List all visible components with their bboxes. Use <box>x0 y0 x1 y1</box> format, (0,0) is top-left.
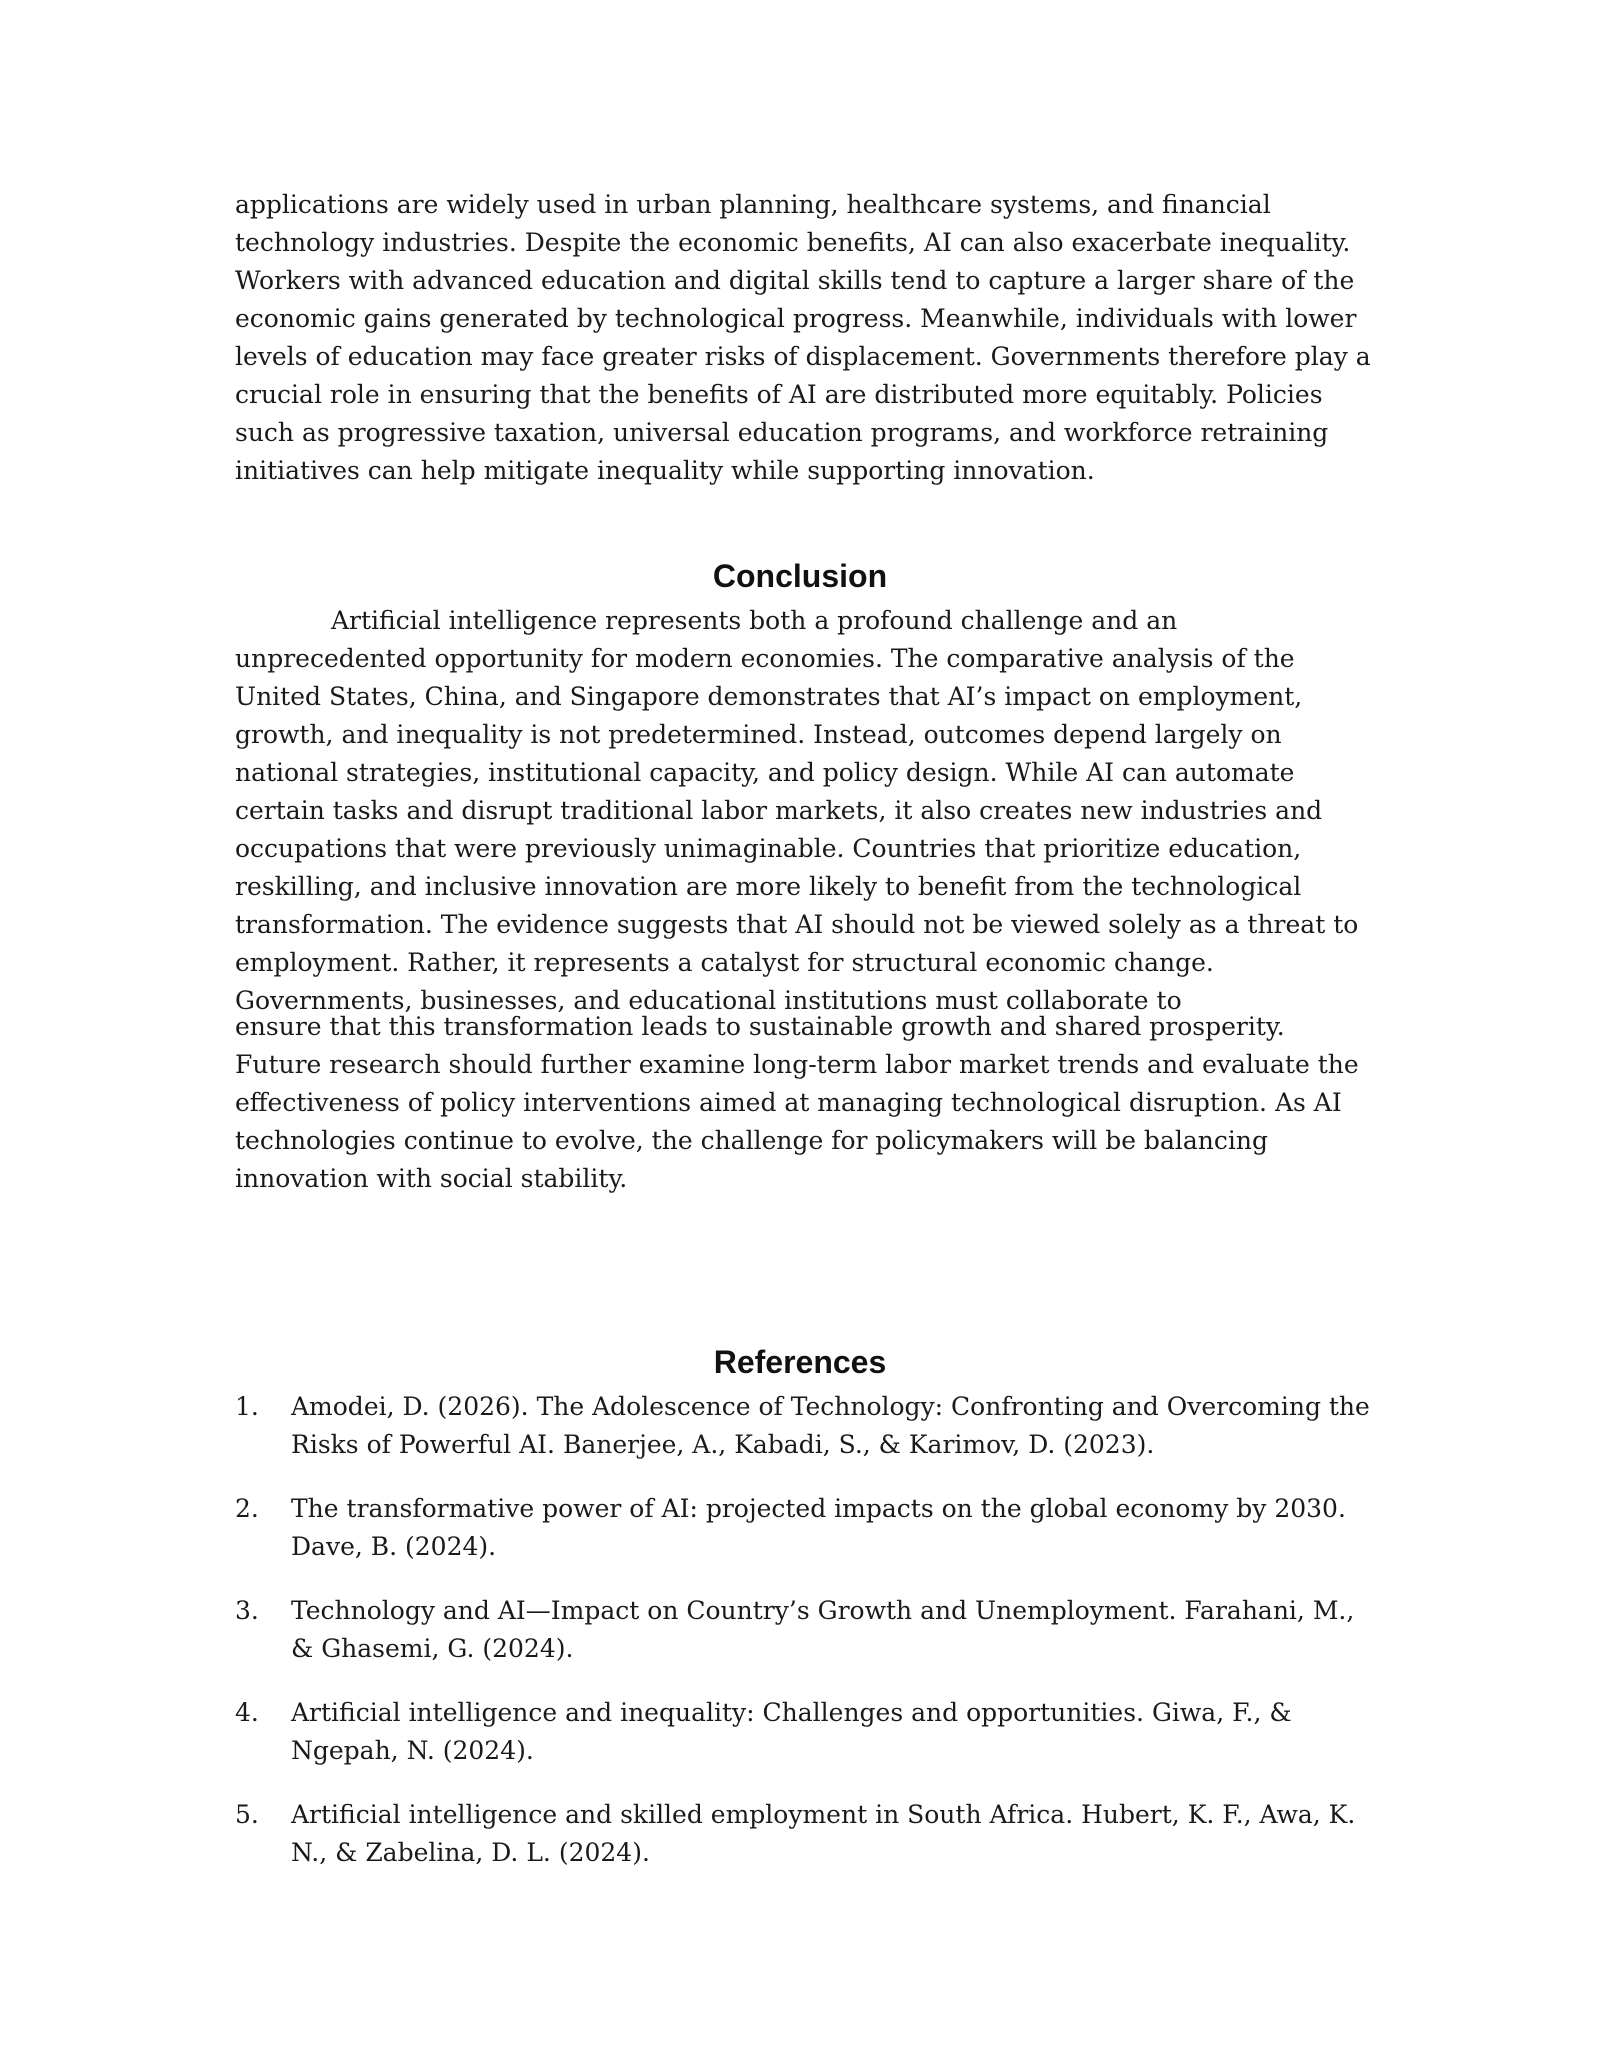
intro-continuation-paragraph: applications are widely used in urban planning, healthcare systems, and financial technology industries. Despite the economic benefits, AI can also exacerbate inequality. Workers with advanced education and digital skills tend to capture a larger share of the economic gains generated by technological progress. Meanwhile, individuals with lower levels of education may face greater risks of displacement. Governments therefore play a crucial role in ensuring that the benefits of AI are distributed more equitably. Policies such as progressive taxation, universal education programs, and workforce retraining initiatives can help mitigate inequality while supporting innovation. <box>235 190 1371 485</box>
reference-item <box>235 1490 1375 1566</box>
reference-item <box>235 1388 1375 1464</box>
reference-text: Technology and AI—Impact on Country’s Growth and Unemployment. Farahani, M., & Ghasemi, G. (2024). <box>291 1596 1355 1663</box>
reference-number: 2. <box>235 1494 259 1523</box>
reference-number: 5. <box>235 1800 259 1829</box>
reference-item <box>235 1592 1375 1668</box>
conclusion-paragraph-continued: ensure that this transformation leads to sustainable growth and shared prosperity. Future research should further examine long-term labor market trends and evaluate the effectiveness of policy interventions aimed at managing technological disruption. As AI technologies continue to evolve, the challenge for policymakers will be balancing innovation with social stability. <box>235 1012 1359 1193</box>
reference-item <box>235 1796 1375 1872</box>
reference-number: 1. <box>235 1392 259 1421</box>
reference-text: Artificial intelligence and skilled employment in South Africa. Hubert, K. F., Awa, K. N., & Zabelina, D. L. (2024). <box>291 1800 1356 1867</box>
references-list <box>235 1388 1375 1898</box>
conclusion-heading: Conclusion <box>712 558 888 594</box>
reference-number: 3. <box>235 1596 259 1625</box>
references-heading: References <box>713 1344 887 1380</box>
reference-item <box>235 1694 1375 1770</box>
reference-text: The transformative power of AI: projected impacts on the global economy by 2030. Dave, B. (2024). <box>291 1494 1346 1561</box>
reference-number: 4. <box>235 1698 259 1727</box>
reference-text: Artificial intelligence and inequality: Challenges and opportunities. Giwa, F., & Ngepah, N. (2024). <box>291 1698 1292 1765</box>
reference-text: Amodei, D. (2026). The Adolescence of Technology: Confronting and Overcoming the Risks of Powerful AI. Banerjee, A., Kabadi, S., & Karimov, D. (2023). <box>291 1392 1370 1459</box>
conclusion-paragraph: Artificial intelligence represents both a profound challenge and an unprecedented opportunity for modern economies. The comparative analysis of the United States, China, and Singapore demonstrates that AI’s impact on employment, growth, and inequality is not predetermined. Instead, outcomes depend largely on national strategies, institutional capacity, and policy design. While AI can automate certain tasks and disrupt traditional labor markets, it also creates new industries and occupations that were previously unimaginable. Countries that prioritize education, reskilling, and inclusive innovation are more likely to benefit from the technological transformation. The evidence suggests that AI should not be viewed solely as a threat to employment. Rather, it represents a catalyst for structural economic change. Governments, businesses, and educational institutions must collaborate to <box>235 606 1359 1015</box>
